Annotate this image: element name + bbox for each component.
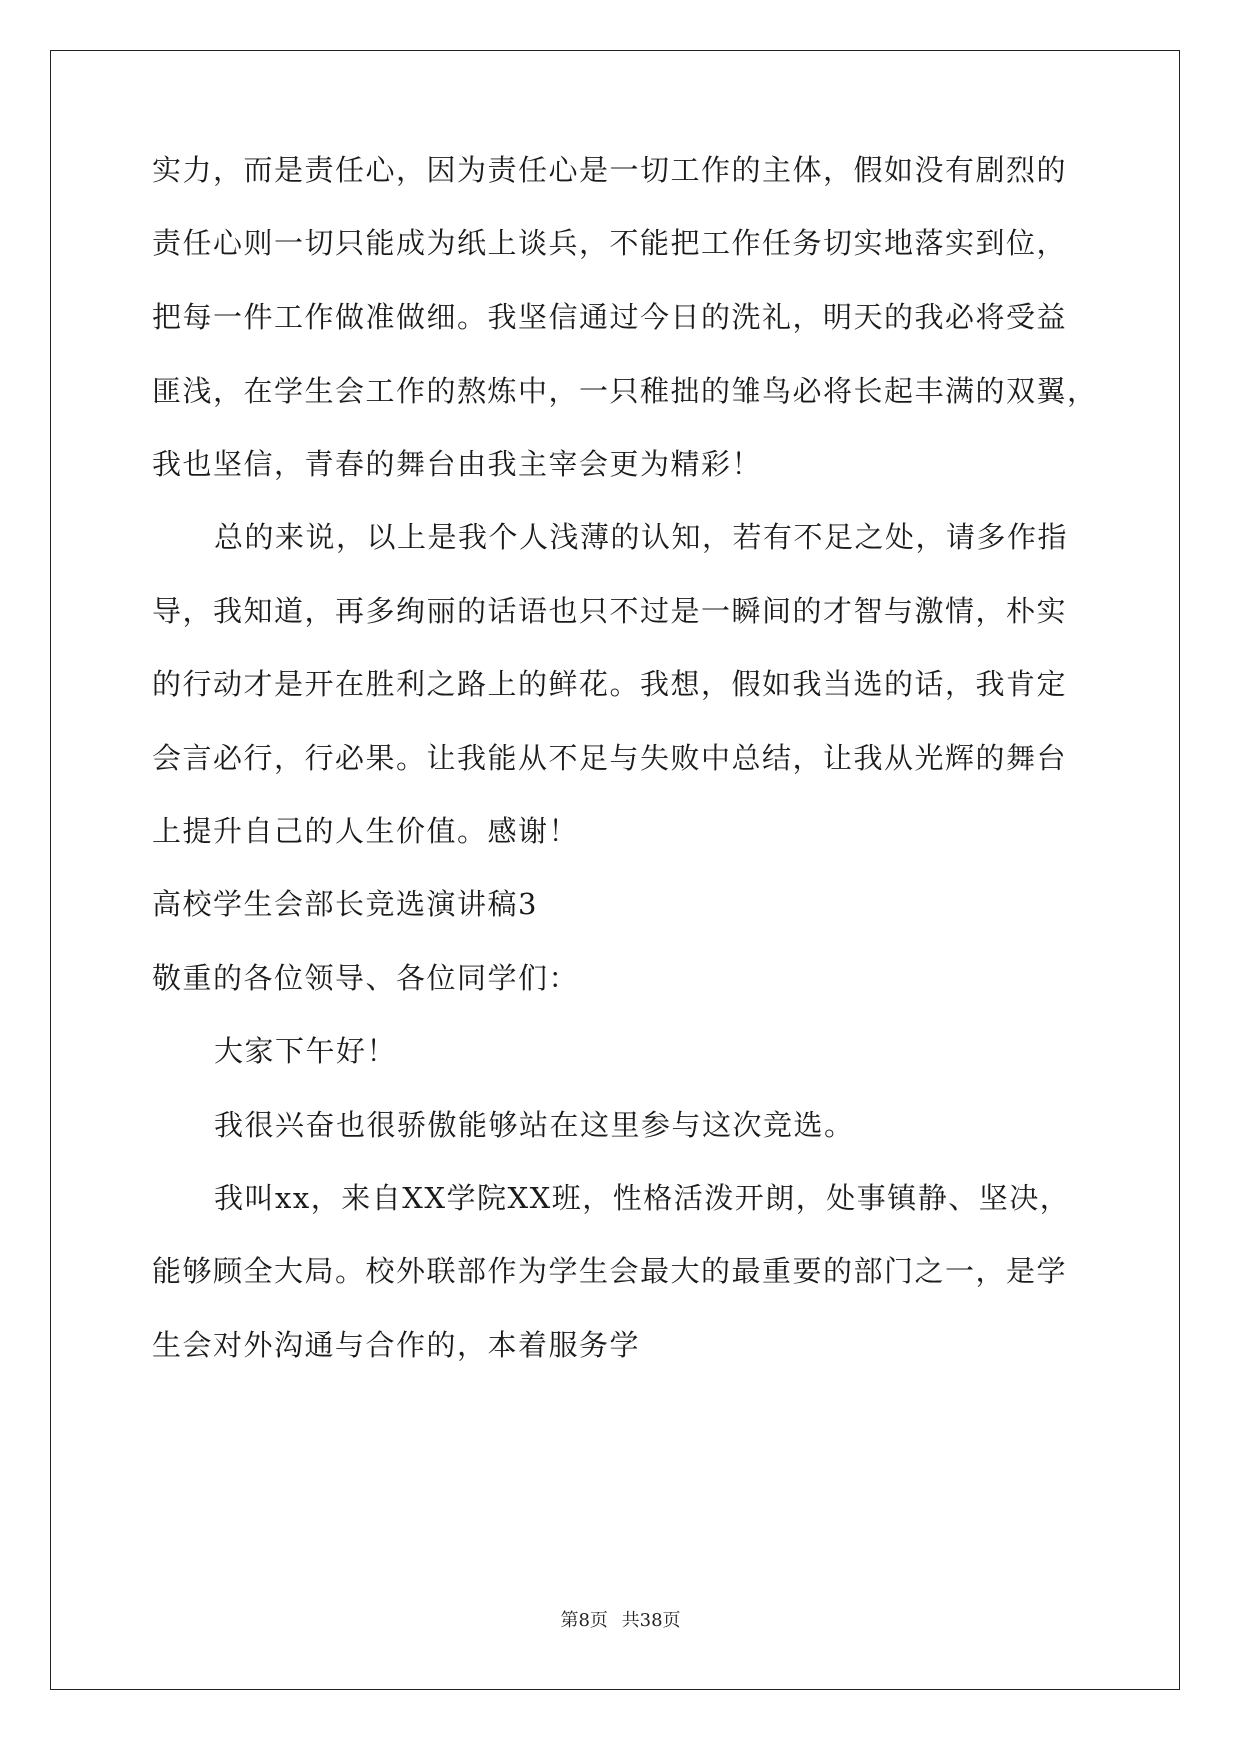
paragraph-line: 我叫xx，来自XX学院XX班，性格活泼开朗，处事镇静、坚决， xyxy=(214,1181,1071,1215)
page-border xyxy=(50,50,1180,1690)
paragraph-line: 的行动才是开在胜利之路上的鲜花。我想，假如我当选的话，我肯定 xyxy=(152,667,1068,701)
paragraph-line: 总的来说，以上是我个人浅薄的认知，若有不足之处，请多作指 xyxy=(214,520,1069,554)
paragraph-line: 我很兴奋也很骄傲能够站在这里参与这次竞选。 xyxy=(214,1108,855,1142)
paragraph-line: 责任心则一切只能成为纸上谈兵，不能把工作任务切实地落实到位， xyxy=(152,226,1068,260)
salutation: 敬重的各位领导、各位同学们： xyxy=(152,961,580,995)
page-number: 第8页 xyxy=(560,1610,608,1631)
paragraph-line: 把每一件工作做准做细。我坚信通过今日的洗礼，明天的我必将受益 xyxy=(152,300,1068,334)
section-title: 高校学生会部长竞选演讲稿3 xyxy=(152,887,538,921)
page-footer xyxy=(0,1606,1241,1632)
paragraph-line: 上提升自己的人生价值。感谢！ xyxy=(152,814,580,848)
paragraph-line: 会言必行，行必果。让我能从不足与失败中总结，让我从光辉的舞台 xyxy=(152,741,1068,775)
page-total: 共38页 xyxy=(621,1610,681,1631)
greeting: 大家下午好！ xyxy=(214,1034,398,1068)
paragraph-line: 实力，而是责任心，因为责任心是一切工作的主体，假如没有剧烈的 xyxy=(152,153,1068,187)
paragraph-line: 能够顾全大局。校外联部作为学生会最大的最重要的部门之一，是学 xyxy=(152,1254,1068,1288)
paragraph-line: 匪浅，在学生会工作的熬炼中，一只稚拙的雏鸟必将长起丰满的双翼， xyxy=(152,374,1098,408)
paragraph-line: 我也坚信，青春的舞台由我主宰会更为精彩！ xyxy=(152,447,763,481)
paragraph-line: 生会对外沟通与合作的，本着服务学 xyxy=(152,1328,641,1362)
paragraph-line: 导，我知道，再多绚丽的话语也只不过是一瞬间的才智与激情，朴实 xyxy=(152,594,1068,628)
